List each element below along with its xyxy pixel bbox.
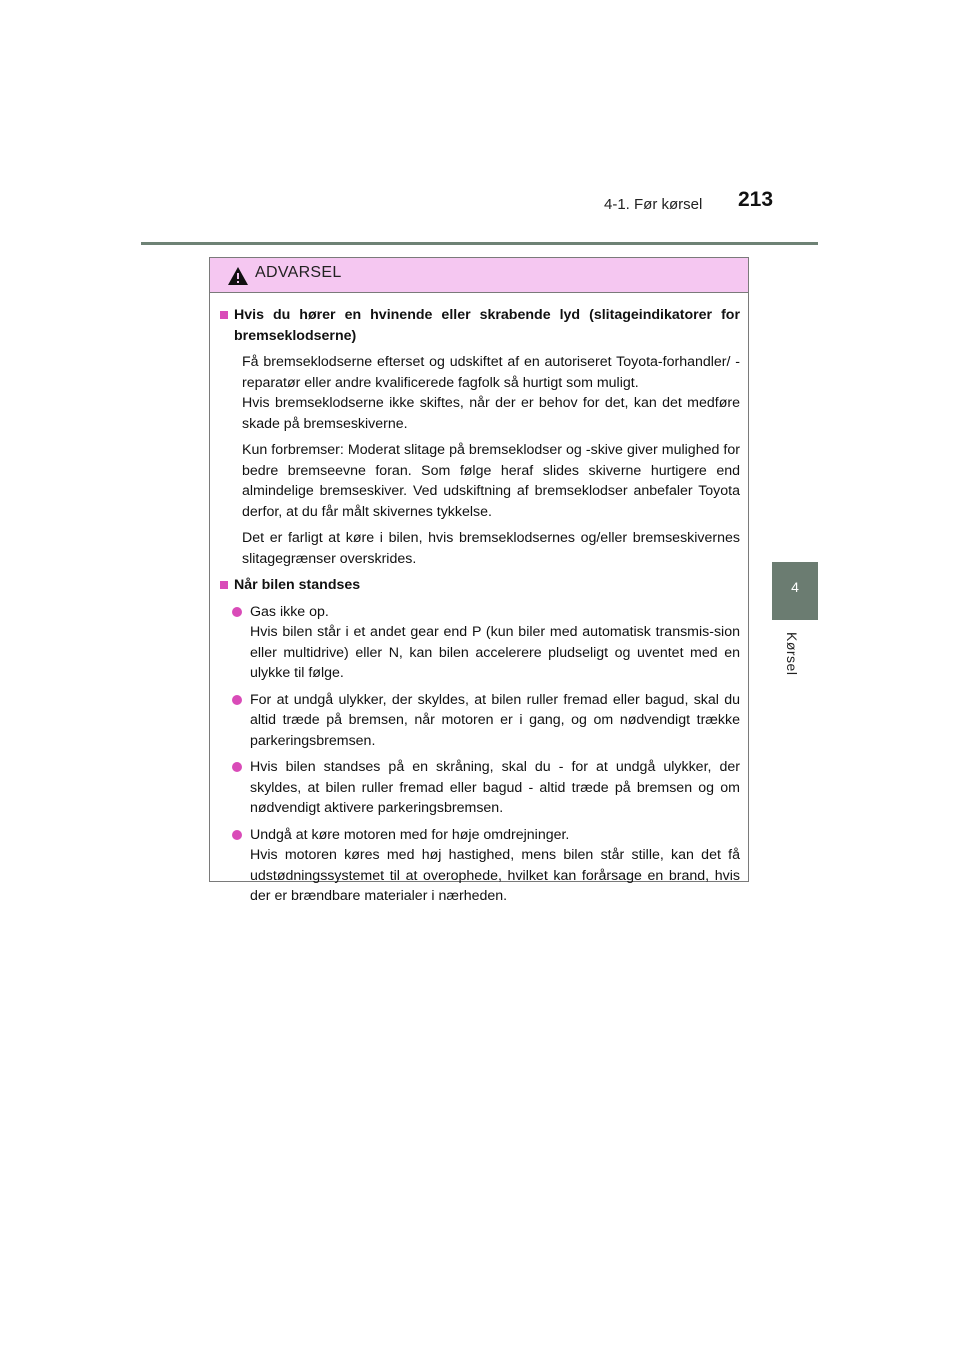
list-item	[232, 602, 740, 684]
paragraph-text: Få bremseklodserne efterset og udskiftet af en autoriseret Toyota-forhandler/ -reparatør eller andre kvalificerede fagfolk så hurtigt som muligt.	[242, 354, 740, 391]
paragraph: Kun forbremser: Moderat slitage på bremseklodser og -skive giver mulighed for bedre bremseevne foran. Som følge heraf slides skiverne hurtigere end almindelige bremseskiver. Ved udskiftning af bremseklodser anbefaler Toyota derfor, at du får målt skivernes tykkelse.	[242, 442, 740, 520]
round-bullet-icon	[232, 695, 242, 705]
round-bullet-icon	[232, 762, 242, 772]
warning-triangle-icon	[227, 266, 249, 286]
section-heading	[220, 575, 740, 596]
section-heading	[220, 305, 740, 346]
round-bullet-icon	[232, 607, 242, 617]
list-item-text: Hvis bilen standses på en skråning, skal du - for at undgå ulykker, der skyldes, at bilen ruller fremad eller bagud - altid træde på bremsen og om nødvendigt aktivere parkeringsbremsen.	[250, 759, 740, 816]
warning-body	[210, 293, 748, 907]
list-item-text: Undgå at køre motoren med for høje omdrejninger.	[250, 826, 570, 843]
section-heading-text: Når bilen standses	[234, 577, 361, 593]
paragraph-text: Hvis bremseklodserne ikke skiftes, når der er behov for det, kan det medføre skade på bremseskiverne.	[242, 395, 740, 432]
header-divider	[141, 242, 818, 245]
list-item-text: Hvis bilen står i et andet gear end P (kun biler med automatisk transmis-sion eller multidrive) eller N, kan bilen accelerere pludseligt og uventet med en ulykke til følge.	[250, 624, 740, 681]
paragraph	[242, 352, 740, 434]
chapter-label: Kørsel	[784, 632, 800, 676]
list-item-text: Hvis motoren køres med høj hastighed, mens bilen står stille, kan det få udstødningssystemet til at overophede, hvilket kan forårsage en brand, hvis der er brændbare materialer i nærheden.	[250, 847, 740, 904]
list-item	[232, 690, 740, 752]
list-item-text: Gas ikke op.	[250, 603, 329, 620]
square-bullet-icon	[220, 311, 228, 319]
warning-box	[209, 257, 749, 904]
section-title: 4-1. Før kørsel	[604, 196, 703, 213]
page-number: 213	[738, 188, 774, 211]
square-bullet-icon	[220, 581, 228, 589]
warning-header	[210, 258, 748, 293]
warning-title: ADVARSEL	[255, 264, 342, 281]
list-item	[232, 825, 740, 907]
section-heading-text: Hvis du hører en hvinende eller skrabende lyd (slitageindikatorer for bremseklodserne)	[234, 307, 740, 344]
chapter-tab: 4	[772, 562, 818, 620]
paragraph: Det er farligt at køre i bilen, hvis bremseklodsernes og/eller bremseskivernes slitagegrænser overskrides.	[242, 530, 740, 567]
list-item	[232, 757, 740, 819]
list-item-text: For at undgå ulykker, der skyldes, at bilen ruller fremad eller bagud, skal du altid træde på bremsen, når motoren er i gang, og om nødvendigt trække parkeringsbremsen.	[250, 691, 740, 749]
round-bullet-icon	[232, 830, 242, 840]
